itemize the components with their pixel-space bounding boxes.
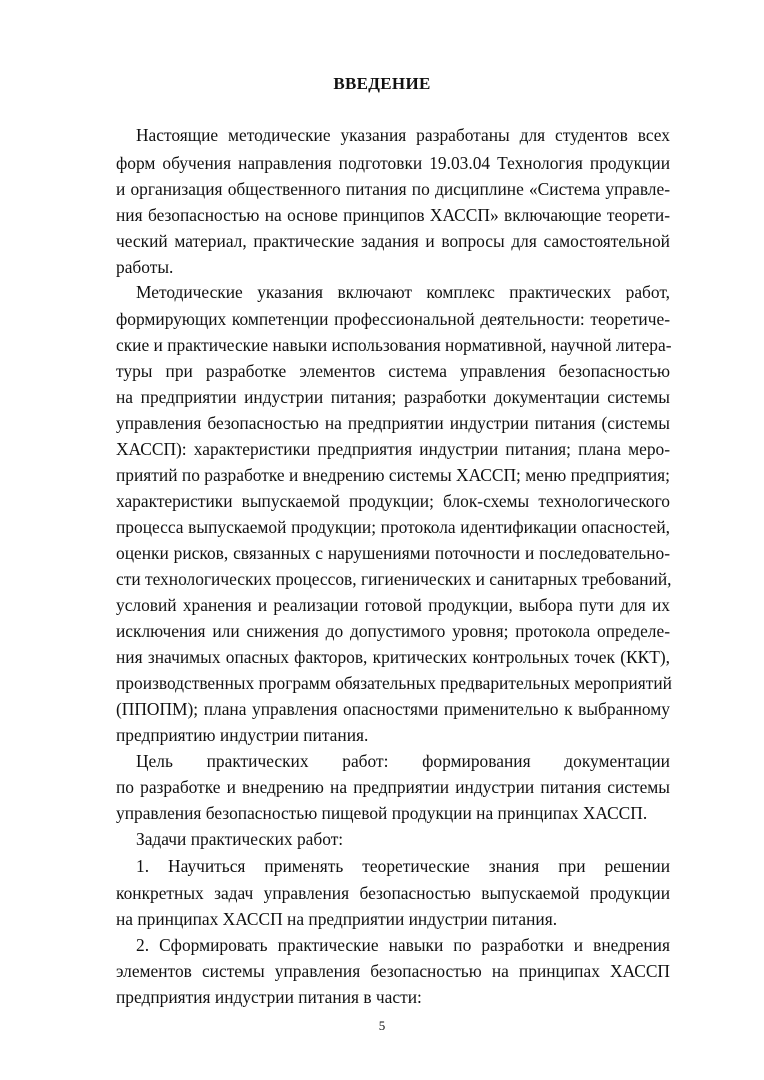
paragraph-line: на предприятии индустрии питания; разработки документации системы [116, 387, 670, 407]
paragraph-line: оценки рисков, связанных с нарушениями поточности и последовательно- [116, 543, 670, 563]
paragraph-line: Методические указания включают комплекс практических работ, [136, 282, 670, 302]
paragraph-line: ческий материал, практические задания и вопросы для самостоятельной [116, 231, 670, 251]
paragraph-line: ские и практические навыки использования нормативной, научной литера- [116, 335, 672, 355]
paragraph-line: ния значимых опасных факторов, критических контрольных точек (ККТ), [116, 647, 670, 667]
paragraph-line: управления безопасностью пищевой продукции на принципах ХАССП. [116, 803, 648, 823]
paragraph-line: на принципах ХАССП на предприятии индустрии питания. [116, 909, 558, 929]
paragraph-line: Задачи практических работ: [136, 829, 344, 849]
paragraph-line: ния безопасностью на основе принципов ХАССП» включающие теорети- [116, 205, 670, 225]
paragraph-line: условий хранения и реализации готовой продукции, выбора пути для их [116, 595, 670, 615]
paragraph-line: 2. Сформировать практические навыки по разработки и внедрения [136, 935, 670, 955]
paragraph-line: работы. [116, 257, 174, 277]
paragraph-line: Цель практических работ: формирования документации [136, 751, 670, 771]
paragraph-line: по разработке и внедрению на предприятии индустрии питания системы [116, 777, 670, 797]
paragraph-line: Настоящие методические указания разработаны для студентов всех [136, 125, 670, 145]
paragraph-line: производственных программ обязательных предварительных мероприятий [116, 673, 672, 693]
paragraph-line: (ППОПМ); плана управления опасностями применительно к выбранному [116, 699, 670, 719]
paragraph-line: приятий по разработке и внедрению системы ХАССП; меню предприятия; [116, 465, 670, 485]
paragraph-line: формирующих компетенции профессиональной деятельности: теоретиче- [116, 309, 670, 329]
paragraph-line: управления безопасностью на предприятии индустрии питания (системы [116, 413, 670, 433]
paragraph-line: сти технологических процессов, гигиенических и санитарных требований, [116, 569, 672, 589]
page-title: ВВЕДЕНИЕ [333, 74, 431, 93]
paragraph-line: форм обучения направления подготовки 19.03.04 Технология продукции [116, 153, 670, 173]
paragraph-line: предприятия индустрии питания в части: [116, 987, 422, 1007]
page-number: 5 [378, 1018, 386, 1033]
paragraph-line: ХАССП): характеристики предприятия индустрии питания; плана меро- [116, 439, 670, 459]
paragraph-line: характеристики выпускаемой продукции; блок-схемы технологического [116, 491, 670, 511]
paragraph-line: туры при разработке элементов система управления безопасностью [116, 361, 670, 381]
paragraph-line: 1. Научиться применять теоретические знания при решении [136, 856, 670, 876]
paragraph-line: предприятию индустрии питания. [116, 725, 369, 745]
paragraph-line: и организация общественного питания по дисциплине «Система управле- [116, 179, 670, 199]
paragraph-line: процесса выпускаемой продукции; протокола идентификации опасностей, [116, 517, 670, 537]
paragraph-line: конкретных задач управления безопасностью выпускаемой продукции [116, 883, 670, 903]
paragraph-line: исключения или снижения до допустимого уровня; протокола определе- [116, 621, 670, 641]
paragraph-line: элементов системы управления безопасностью на принципах ХАССП [116, 961, 670, 981]
